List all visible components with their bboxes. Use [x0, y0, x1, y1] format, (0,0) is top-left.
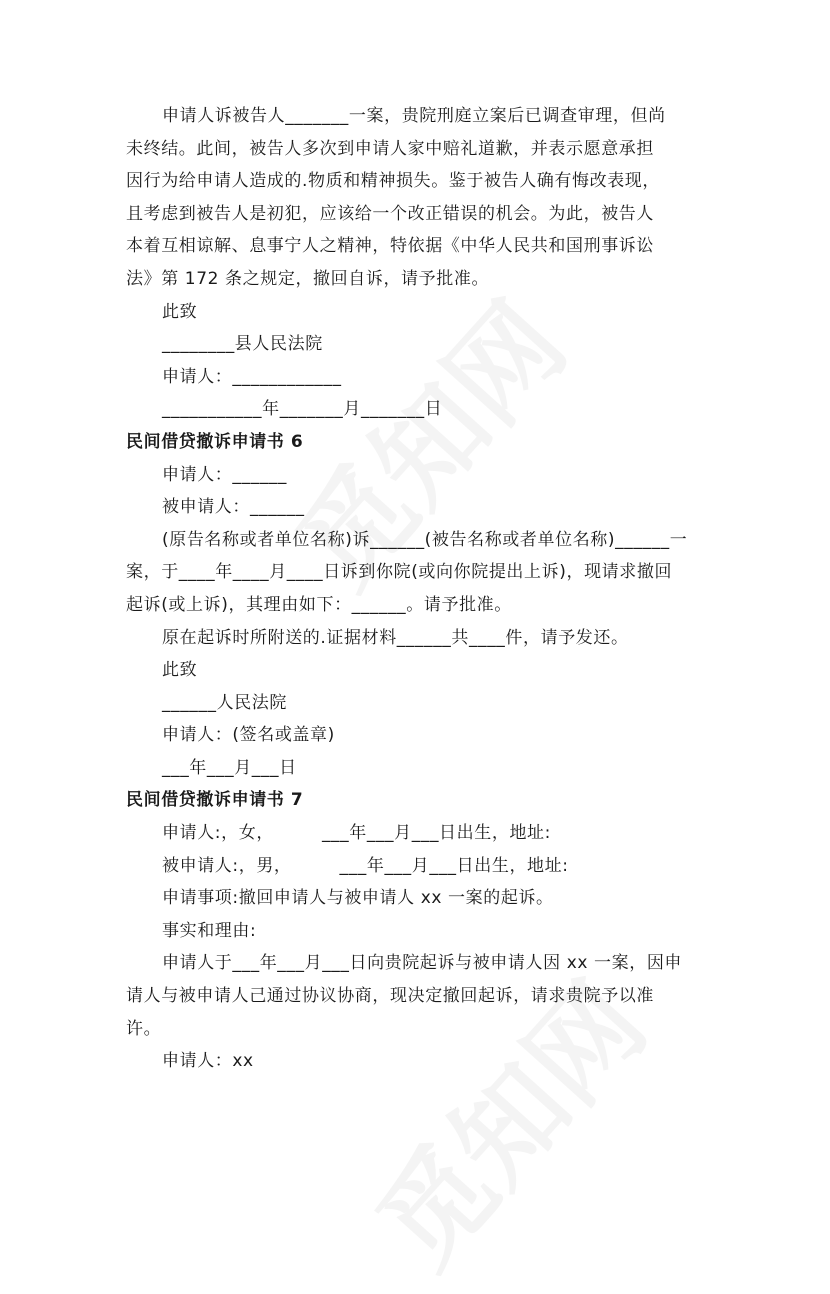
text-line: ________县人民法院 — [162, 334, 323, 355]
text-line: 申请人：xx — [162, 1051, 254, 1072]
text-line: ___年___月___日 — [162, 757, 297, 778]
text-line: 被申请人：______ — [162, 497, 305, 518]
text-line: ___________年_______月_______日 — [162, 399, 443, 420]
text-line: 此致 — [162, 660, 198, 681]
text-line: 申请人诉被告人_______一案，贵院刑庭立案后已调查审理，但尚 — [162, 106, 666, 126]
text-line: 申请人：____________ — [162, 366, 342, 387]
text-line: 未终结。此间，被告人多次到申请人家中赔礼道歉，并表示愿意承担 — [126, 138, 654, 159]
document-body — [126, 100, 710, 1078]
section-heading: 民间借贷撤诉申请书 6 — [126, 431, 304, 452]
text-line: 申请人：(签名或盖章) — [162, 725, 335, 746]
text-line: 此致 — [162, 301, 198, 322]
text-line: 请人与被申请人己通过协议协商，现决定撤回起诉，请求贵院予以准 — [126, 986, 654, 1007]
text-line: 申请事项:撤回申请人与被申请人 xx 一案的起诉。 — [162, 888, 554, 909]
text-line: 申请人：______ — [162, 464, 287, 485]
text-line: 事实和理由: — [162, 920, 257, 941]
text-line: 因行为给申请人造成的.物质和精神损失。鉴于被告人确有悔改表现， — [126, 171, 661, 192]
text-line: 许。 — [126, 1018, 162, 1039]
text-line: 申请人:，女， ___年___月___日出生，地址: — [162, 823, 551, 844]
text-line: 案，于____年____月____日诉到你院(或向你院提出上诉)，现请求撤回 — [126, 562, 673, 583]
text-line: 法》第 172 条之规定，撤回自诉，请予批准。 — [126, 268, 490, 289]
text-line: (原告名称或者单位名称)诉______(被告名称或者单位名称)______一 — [162, 529, 688, 550]
text-line: 原在起诉时所附送的.证据材料______共____件，请予发还。 — [162, 627, 629, 648]
section-heading: 民间借贷撤诉申请书 7 — [126, 790, 304, 811]
text-line: 起诉(或上诉)，其理由如下：______。请予批准。 — [126, 594, 512, 615]
text-line: ______人民法院 — [162, 692, 287, 713]
text-line: 被申请人:，男， ___年___月___日出生，地址: — [162, 855, 569, 876]
text-line: 本着互相谅解、息事宁人之精神，特依据《中华人民共和国刑事诉讼 — [126, 236, 654, 257]
text-line: 且考虑到被告人是初犯，应该给一个改正错误的机会。为此，被告人 — [126, 203, 654, 224]
text-line: 申请人于___年___月___日向贵院起诉与被申请人因 xx 一案，因申 — [162, 953, 683, 974]
